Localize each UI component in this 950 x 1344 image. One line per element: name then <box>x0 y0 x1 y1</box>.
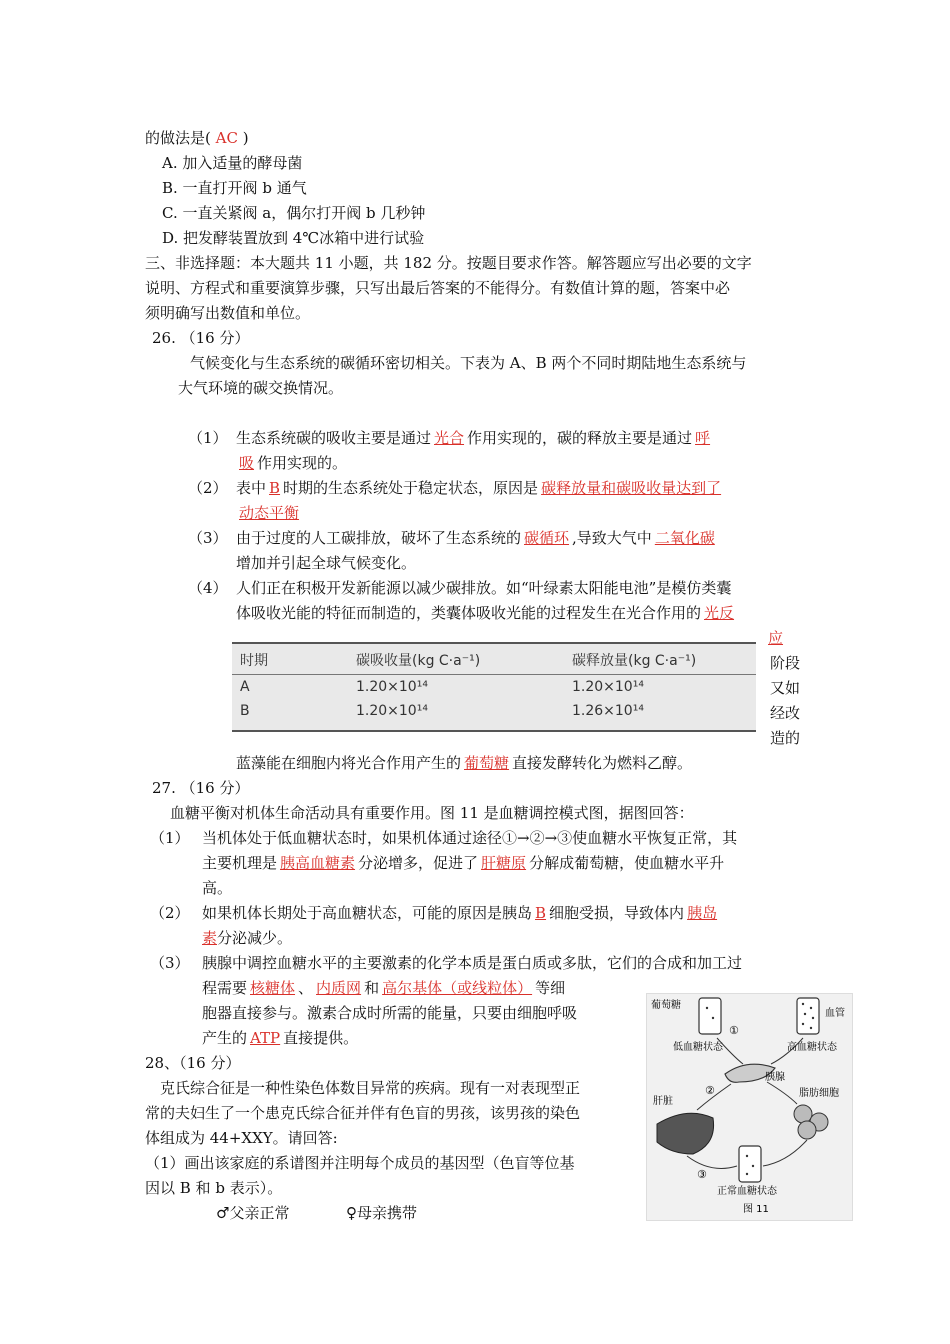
q26-p1-line1: （1） 生态系统碳的吸收主要是通过 光合 作用实现的，碳的释放主要是通过 呼 <box>188 429 711 447</box>
q25-stem: 的做法是( AC ) <box>145 129 249 147</box>
section3-line2: 说明、方程式和重要演算步骤，只写出最后答案的不能得分。有数值计算的题，答案中必 <box>145 279 731 297</box>
q26-intro1: 气候变化与生态系统的碳循环密切相关。下表为 A、B 两个不同时期陆地生态系统与 <box>190 354 747 372</box>
q25-option-a: A. 加入适量的酵母菌 <box>162 154 303 172</box>
label-step-1: ① <box>729 1024 739 1037</box>
q27-answer-golgi: 高尔基体（或线粒体） <box>382 979 533 997</box>
fat-cells-icon <box>794 1105 828 1139</box>
q26-answer-carbon-cycle: 碳循环 <box>524 529 570 547</box>
section3-line1: 三、非选择题：本大题共 11 小题，共 182 分。按题目要求作答。解答题应写出必要的文字 <box>145 254 752 272</box>
q27-answer-b-cell: B <box>535 904 547 922</box>
q26-p4-line1: （4） 人们正在积极开发新能源以减少碳排放。如“叶绿素太阳能电池”是模仿类囊 <box>188 579 732 597</box>
arrow-3 <box>687 1156 737 1168</box>
label-low: 低血糖状态 <box>673 1042 723 1053</box>
q26-p4-side4: 造的 <box>770 729 801 747</box>
q26-p2-line2: 动态平衡 <box>239 504 300 522</box>
figure-11-blood-sugar-diagram <box>646 993 853 1221</box>
blood-sugar-diagram-svg <box>647 994 852 1220</box>
q26-p3-line2: 增加并引起全球气候变化。 <box>236 554 417 572</box>
q27-answer-glucagon: 胰高血糖素 <box>280 854 356 872</box>
q27-answer-er: 内质网 <box>316 979 362 997</box>
table-row: B 1.20×10¹⁴ 1.26×10¹⁴ <box>240 703 644 719</box>
q28-line5: 因以 B 和 b 表示）。 <box>145 1179 283 1197</box>
label-step-3: ③ <box>697 1168 707 1181</box>
q26-intro2: 大气环境的碳交换情况。 <box>178 379 344 397</box>
label-fat: 脂肪细胞 <box>799 1088 839 1099</box>
q26-answer-period: B <box>269 479 281 497</box>
table-header-row: 时期 碳吸收量(kg C·a⁻¹) 碳释放量(kg C·a⁻¹) <box>232 644 756 675</box>
q27-p3-line1: （3） 胰腺中调控血糖水平的主要激素的化学本质是蛋白质或多肽，它们的合成和加工过 <box>150 954 743 972</box>
q26-p4-ans-tail: 应 <box>768 629 784 647</box>
label-step-2: ② <box>705 1084 715 1097</box>
q26-p2-line1: （2） 表中 B 时期的生态系统处于稳定状态，原因是 碳释放量和碳吸收量达到了 <box>188 479 722 497</box>
q26-header: 26. （16 分） <box>152 329 250 347</box>
q27-p1-line3: 高。 <box>202 879 233 897</box>
q27-p3-line2: 程需要 核糖体 、 内质网 和 高尔基体（或线粒体） 等细 <box>202 979 566 997</box>
q26-p4-side1: 阶段 <box>770 654 801 672</box>
low-glucose-vessel-icon <box>699 998 721 1034</box>
q26-answer-glucose: 葡萄糖 <box>464 754 510 772</box>
q27-answer-glycogen: 肝糖原 <box>481 854 527 872</box>
q25-option-d: D. 把发酵装置放到 4℃冰箱中进行试验 <box>162 229 425 247</box>
pedigree-mother-label: ♀母亲携带 <box>346 1204 417 1222</box>
q27-p2-line1: （2） 如果机体长期处于高血糖状态，可能的原因是胰岛 B 细胞受损，导致体内 胰岛 <box>150 904 718 922</box>
normal-glucose-vessel-icon <box>739 1146 761 1182</box>
q26-p4-side3: 经改 <box>770 704 801 722</box>
q27-p1-line2: 主要机理是 胰高血糖素 分泌增多，促进了 肝糖原 分解成葡萄糖，使血糖水平升 <box>202 854 725 872</box>
q25-answer: AC <box>215 129 238 147</box>
q28-line2: 常的夫妇生了一个患克氏综合征并伴有色盲的男孩，该男孩的染色 <box>145 1104 581 1122</box>
label-glucose: 葡萄糖 <box>651 1000 681 1011</box>
label-blood-vessel: 血管 <box>825 1008 845 1019</box>
high-glucose-vessel-icon <box>797 998 819 1034</box>
q28-line3: 体组成为 44+XXY。请回答: <box>145 1129 338 1147</box>
figure-caption: 图 11 <box>743 1204 769 1215</box>
q27-answer-atp: ATP <box>250 1029 281 1047</box>
q27-p3-line3: 胞器直接参与。激素合成时所需的能量，只要由细胞呼吸 <box>202 1004 578 1022</box>
q26-p1-line2: 吸 作用实现的。 <box>236 453 347 473</box>
q26-p4-side2: 又如 <box>770 679 801 697</box>
q27-p1-line1: （1） 当机体处于低血糖状态时，如果机体通过途径①→②→③使血糖水平恢复正常，其 <box>150 829 738 847</box>
q27-header: 27. （16 分） <box>152 779 250 797</box>
q27-answer-insulin: 素 <box>202 929 218 947</box>
liver-icon <box>657 1113 714 1154</box>
label-pancreas: 胰腺 <box>765 1072 785 1083</box>
arrow-pancreas-to-fat <box>767 1082 797 1104</box>
arrow-fat-to-normal <box>763 1140 807 1166</box>
q28-line4: （1）画出该家庭的系谱图并注明每个成员的基因型（色盲等位基 <box>145 1154 575 1172</box>
q26-answer-respiration: 吸 <box>239 454 255 472</box>
q26-p4-line2: 体吸收光能的特征而制造的，类囊体吸收光能的过程发生在光合作用的 光反 <box>236 604 735 622</box>
q26-p4-line-last: 蓝藻能在细胞内将光合作用产生的 葡萄糖 直接发酵转化为燃料乙醇。 <box>236 754 693 772</box>
q27-intro: 血糖平衡对机体生命活动具有重要作用。图 11 是血糖调控模式图，据图回答： <box>170 804 694 822</box>
q28-header: 28、（16 分） <box>145 1054 241 1072</box>
q26-p3-line1: （3） 由于过度的人工碳排放，破坏了生态系统的 碳循环 ,导致大气中 二氧化碳 <box>188 528 718 548</box>
carbon-exchange-table <box>232 642 756 732</box>
label-high: 高血糖状态 <box>787 1042 837 1053</box>
q26-answer-co2: 二氧化碳 <box>654 529 715 547</box>
q27-answer-ribosome: 核糖体 <box>250 979 296 997</box>
q27-p2-line2: 素分泌减少。 <box>202 929 293 947</box>
label-normal: 正常血糖状态 <box>717 1186 777 1197</box>
q25-option-b: B. 一直打开阀 b 通气 <box>162 179 307 197</box>
pedigree-father-label: ♂父亲正常 <box>216 1204 290 1222</box>
q25-option-c: C. 一直关紧阀 a，偶尔打开阀 b 几秒钟 <box>162 204 426 222</box>
section3-line3: 须明确写出数值和单位。 <box>145 304 311 322</box>
label-liver: 肝脏 <box>653 1096 673 1107</box>
table-row: A 1.20×10¹⁴ 1.20×10¹⁴ <box>240 679 644 695</box>
q28-line1: 克氏综合征是一种性染色体数目异常的疾病。现有一对表现型正 <box>160 1079 581 1097</box>
q27-p3-line4: 产生的 ATP 直接提供。 <box>202 1029 359 1047</box>
q26-answer-photosynthesis: 光合 <box>434 429 465 447</box>
